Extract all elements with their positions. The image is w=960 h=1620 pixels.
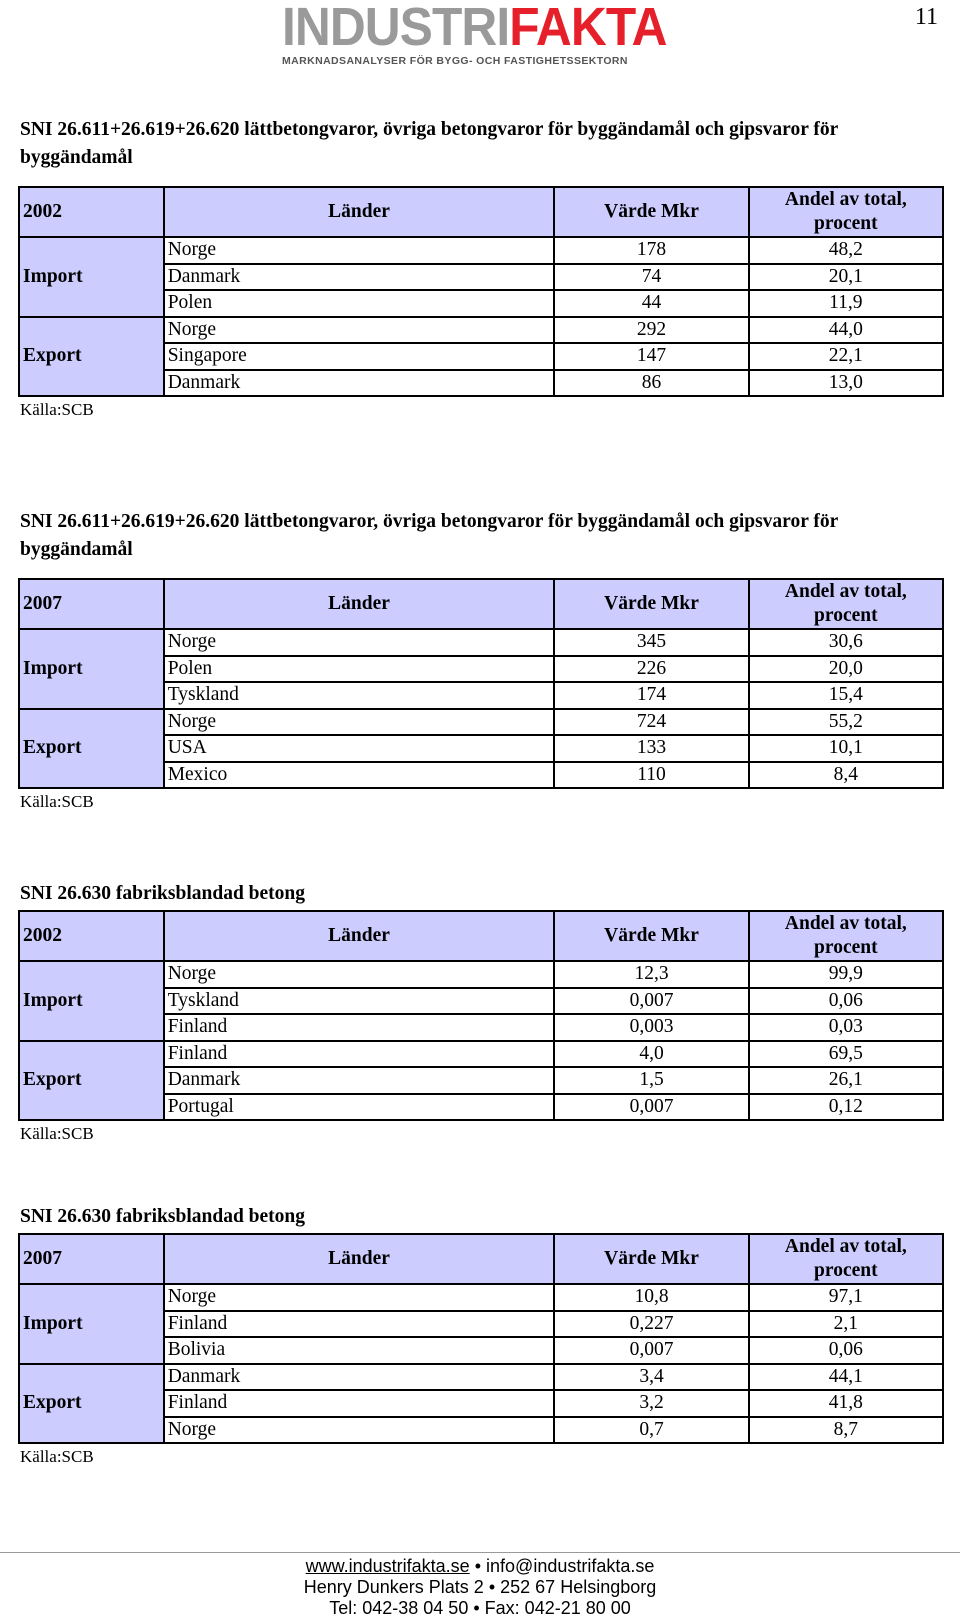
trade-section-2 bbox=[18, 508, 944, 815]
country-cell: Danmark bbox=[164, 264, 555, 291]
year-header: 2002 bbox=[19, 911, 164, 961]
share-cell: 20,0 bbox=[749, 656, 943, 683]
country-cell: Mexico bbox=[164, 762, 555, 789]
table-header-row bbox=[19, 187, 943, 237]
page-number: 11 bbox=[914, 4, 938, 30]
share-cell: 10,1 bbox=[749, 735, 943, 762]
section-title: SNI 26.630 fabriksblandad betong bbox=[20, 1206, 305, 1227]
share-header: Andel av total, procent bbox=[749, 579, 943, 629]
value-cell: 147 bbox=[554, 343, 748, 370]
country-cell: Bolivia bbox=[164, 1337, 555, 1364]
countries-header: Länder bbox=[164, 911, 555, 961]
country-cell: Norge bbox=[164, 629, 555, 656]
country-cell: Danmark bbox=[164, 1067, 555, 1094]
footer-separator: • bbox=[473, 1598, 480, 1618]
share-cell: 44,1 bbox=[749, 1364, 943, 1391]
import-label: Import bbox=[19, 961, 164, 1041]
trade-table bbox=[18, 186, 944, 397]
value-header: Värde Mkr bbox=[554, 1234, 748, 1284]
value-cell: 226 bbox=[554, 656, 748, 683]
share-cell: 0,03 bbox=[749, 1014, 943, 1041]
value-cell: 3,2 bbox=[554, 1390, 748, 1417]
value-cell: 4,0 bbox=[554, 1041, 748, 1068]
share-cell: 2,1 bbox=[749, 1311, 943, 1338]
value-cell: 133 bbox=[554, 735, 748, 762]
share-header: Andel av total, procent bbox=[749, 1234, 943, 1284]
share-cell: 22,1 bbox=[749, 343, 943, 370]
table-row bbox=[19, 961, 943, 988]
value-cell: 110 bbox=[554, 762, 748, 789]
country-cell: Norge bbox=[164, 317, 555, 344]
value-cell: 174 bbox=[554, 682, 748, 709]
trade-table bbox=[18, 910, 944, 1121]
country-cell: Polen bbox=[164, 656, 555, 683]
year-header: 2007 bbox=[19, 579, 164, 629]
section-title: SNI 26.630 fabriksblandad betong bbox=[20, 883, 305, 904]
export-label: Export bbox=[19, 317, 164, 397]
share-header: Andel av total, procent bbox=[749, 187, 943, 237]
footer-tel: Tel: 042-38 04 50 bbox=[329, 1598, 469, 1618]
country-cell: Finland bbox=[164, 1014, 555, 1041]
value-cell: 10,8 bbox=[554, 1284, 748, 1311]
year-header: 2002 bbox=[19, 187, 164, 237]
import-label: Import bbox=[19, 629, 164, 709]
value-header: Värde Mkr bbox=[554, 579, 748, 629]
table-header-row bbox=[19, 911, 943, 961]
export-label: Export bbox=[19, 709, 164, 789]
footer-address-line bbox=[0, 1577, 960, 1598]
value-cell: 178 bbox=[554, 237, 748, 264]
share-cell: 13,0 bbox=[749, 370, 943, 397]
country-cell: Tyskland bbox=[164, 988, 555, 1015]
value-cell: 12,3 bbox=[554, 961, 748, 988]
export-label: Export bbox=[19, 1041, 164, 1121]
value-cell: 44 bbox=[554, 290, 748, 317]
industrifakta-logo bbox=[282, 0, 667, 68]
share-cell: 11,9 bbox=[749, 290, 943, 317]
value-cell: 345 bbox=[554, 629, 748, 656]
value-cell: 86 bbox=[554, 370, 748, 397]
table-row bbox=[19, 237, 943, 264]
country-cell: Norge bbox=[164, 1417, 555, 1444]
country-cell: Polen bbox=[164, 290, 555, 317]
year-header: 2007 bbox=[19, 1234, 164, 1284]
footer-fax: Fax: 042-21 80 00 bbox=[484, 1598, 631, 1618]
share-cell: 69,5 bbox=[749, 1041, 943, 1068]
country-cell: Danmark bbox=[164, 1364, 555, 1391]
table-row bbox=[19, 1364, 943, 1391]
footer-contact-line bbox=[0, 1556, 960, 1577]
share-cell: 48,2 bbox=[749, 237, 943, 264]
value-cell: 74 bbox=[554, 264, 748, 291]
table-row bbox=[19, 317, 943, 344]
country-cell: Norge bbox=[164, 961, 555, 988]
value-cell: 0,007 bbox=[554, 1337, 748, 1364]
share-cell: 41,8 bbox=[749, 1390, 943, 1417]
footer bbox=[0, 1556, 960, 1619]
share-cell: 8,7 bbox=[749, 1417, 943, 1444]
trade-table bbox=[18, 1233, 944, 1444]
table-header-row bbox=[19, 1234, 943, 1284]
share-cell: 44,0 bbox=[749, 317, 943, 344]
footer-divider bbox=[0, 1552, 960, 1553]
country-cell: Norge bbox=[164, 237, 555, 264]
country-cell: Norge bbox=[164, 709, 555, 736]
countries-header: Länder bbox=[164, 1234, 555, 1284]
share-cell: 20,1 bbox=[749, 264, 943, 291]
export-label: Export bbox=[19, 1364, 164, 1444]
import-label: Import bbox=[19, 237, 164, 317]
value-cell: 1,5 bbox=[554, 1067, 748, 1094]
country-cell: Portugal bbox=[164, 1094, 555, 1121]
country-cell: Danmark bbox=[164, 370, 555, 397]
source-note: Källa:SCB bbox=[20, 1447, 94, 1466]
country-cell: Finland bbox=[164, 1311, 555, 1338]
share-cell: 55,2 bbox=[749, 709, 943, 736]
email-link[interactable]: info@industrifakta.se bbox=[486, 1556, 655, 1576]
value-header: Värde Mkr bbox=[554, 911, 748, 961]
trade-section-1 bbox=[18, 116, 944, 423]
country-cell: Tyskland bbox=[164, 682, 555, 709]
value-cell: 0,007 bbox=[554, 1094, 748, 1121]
source-note: Källa:SCB bbox=[20, 792, 94, 811]
source-note: Källa:SCB bbox=[20, 400, 94, 419]
footer-separator: • bbox=[488, 1577, 496, 1597]
source-note: Källa:SCB bbox=[20, 1124, 94, 1143]
country-cell: USA bbox=[164, 735, 555, 762]
share-header: Andel av total, procent bbox=[749, 911, 943, 961]
footer-phone-line bbox=[0, 1598, 960, 1619]
trade-section-4 bbox=[18, 1203, 944, 1470]
value-cell: 0,7 bbox=[554, 1417, 748, 1444]
trade-table bbox=[18, 578, 944, 789]
country-cell: Finland bbox=[164, 1041, 555, 1068]
share-cell: 0,06 bbox=[749, 1337, 943, 1364]
value-cell: 3,4 bbox=[554, 1364, 748, 1391]
trade-section-3 bbox=[18, 880, 944, 1147]
share-cell: 0,06 bbox=[749, 988, 943, 1015]
website-link[interactable]: www.industrifakta.se bbox=[305, 1556, 470, 1576]
country-cell: Norge bbox=[164, 1284, 555, 1311]
table-row bbox=[19, 1284, 943, 1311]
table-header-row bbox=[19, 579, 943, 629]
table-row bbox=[19, 1041, 943, 1068]
share-cell: 15,4 bbox=[749, 682, 943, 709]
country-cell: Singapore bbox=[164, 343, 555, 370]
value-cell: 292 bbox=[554, 317, 748, 344]
table-row bbox=[19, 629, 943, 656]
section-title: SNI 26.611+26.619+26.620 lättbetongvaror, övriga betongvaror för byggändamål och gipsvaror för byggändamål bbox=[20, 511, 838, 560]
value-header: Värde Mkr bbox=[554, 187, 748, 237]
value-cell: 724 bbox=[554, 709, 748, 736]
value-cell: 0,003 bbox=[554, 1014, 748, 1041]
share-cell: 30,6 bbox=[749, 629, 943, 656]
logo-tagline: MARKNADSANALYSER FÖR BYGG- OCH FASTIGHETSSEKTORN bbox=[282, 55, 628, 67]
share-cell: 99,9 bbox=[749, 961, 943, 988]
value-cell: 0,227 bbox=[554, 1311, 748, 1338]
table-row bbox=[19, 709, 943, 736]
country-cell: Finland bbox=[164, 1390, 555, 1417]
footer-city: 252 67 Helsingborg bbox=[500, 1577, 657, 1597]
share-cell: 26,1 bbox=[749, 1067, 943, 1094]
value-cell: 0,007 bbox=[554, 988, 748, 1015]
logo-wordmark: INDUSTRIFAKTA bbox=[282, 0, 667, 57]
share-cell: 8,4 bbox=[749, 762, 943, 789]
countries-header: Länder bbox=[164, 579, 555, 629]
share-cell: 97,1 bbox=[749, 1284, 943, 1311]
countries-header: Länder bbox=[164, 187, 555, 237]
footer-street: Henry Dunkers Plats 2 bbox=[303, 1577, 484, 1597]
import-label: Import bbox=[19, 1284, 164, 1364]
share-cell: 0,12 bbox=[749, 1094, 943, 1121]
section-title: SNI 26.611+26.619+26.620 lättbetongvaror, övriga betongvaror för byggändamål och gipsvaror för byggändamål bbox=[20, 119, 838, 168]
footer-separator: • bbox=[474, 1556, 482, 1576]
